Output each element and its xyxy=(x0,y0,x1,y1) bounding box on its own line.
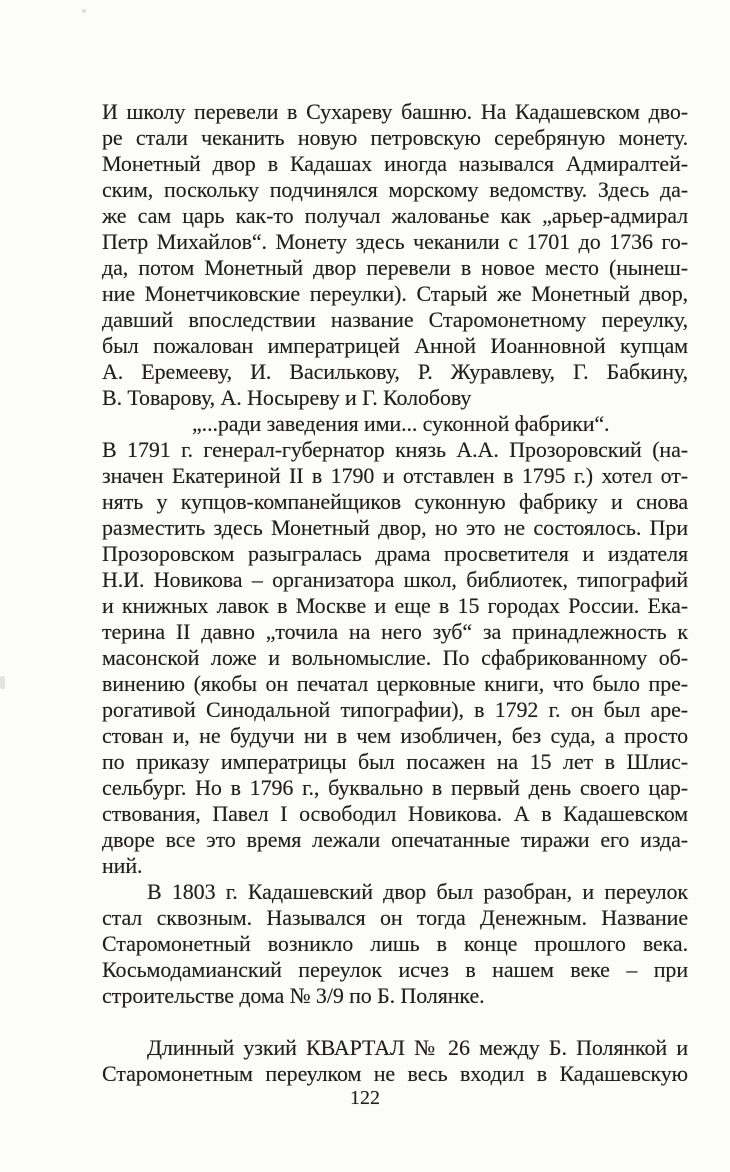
text-line: стал сквозным. Назывался он тогда Денежным. Название xyxy=(102,905,688,930)
text-line: винению (якобы он печатал церковные книги, что было пре- xyxy=(102,671,688,696)
text-line: Н.И. Новикова – организатора школ, библиотек, типографий xyxy=(102,567,688,592)
text-line: дворе все это время лежали опечатанные тиражи его изда- xyxy=(102,827,688,852)
text-line: Монетный двор в Кадашах иногда назывался Адмиралтей- xyxy=(102,151,688,176)
text-line: И школу перевели в Сухареву башню. На Кадашевском дво- xyxy=(102,99,688,124)
text-line: В 1803 г. Кадашевский двор был разобран, и переулок xyxy=(147,879,688,904)
text-line: Старомонетный возникло лишь в конце прошлого века. xyxy=(102,931,688,956)
text-line: Старомонетным переулком не весь входил в Кадашевскую xyxy=(102,1061,688,1086)
page-number: 122 xyxy=(350,1087,380,1109)
text-line: Прозоровском разыгралась драма просветителя и издателя xyxy=(102,541,688,566)
text-line: был пожалован императрицей Анной Иоанновной купцам xyxy=(102,333,688,358)
text-line: ние Монетчиковские переулки). Старый же Монетный двор, xyxy=(102,281,688,306)
text-line: ре стали чеканить новую петровскую серебряную монету. xyxy=(102,125,688,150)
text-line: нять у купцов-компанейщиков суконную фабрику и снова xyxy=(102,489,688,514)
text-line: стован и, не будучи ни в чем изобличен, без суда, а просто xyxy=(102,723,688,748)
text-column xyxy=(102,99,688,1087)
text-line: А. Еремееву, И. Василькову, Р. Журавлеву, Г. Бабкину, xyxy=(102,359,688,384)
text-line: ствования, Павел I освободил Новикова. А в Кадашевском xyxy=(102,801,688,826)
text-line: же сам царь как-то получал жалованье как „арьер-адмирал xyxy=(102,203,688,228)
quote-line: „...ради заведения ими... суконной фабрики“. xyxy=(192,411,610,436)
text-line: строительстве дома № 3/9 по Б. Полянке. xyxy=(102,983,485,1008)
text-line: Косьмодамианский переулок исчез в нашем веке – при xyxy=(102,957,688,982)
text-line: по приказу императрицы был посажен на 15 лет в Шлис- xyxy=(102,749,688,774)
text-line: масонской ложе и вольномыслие. По сфабрикованному об- xyxy=(102,645,688,670)
scan-speckle xyxy=(0,676,5,689)
text-line: сельбург. Но в 1796 г., буквально в первый день своего цар- xyxy=(102,775,688,800)
text-line: Петр Михайлов“. Монету здесь чеканили с 1701 до 1736 го- xyxy=(102,229,688,254)
text-line: В 1791 г. генерал-губернатор князь А.А. Прозоровский (на- xyxy=(102,437,688,462)
scan-speckle xyxy=(82,9,86,13)
text-line: разместить здесь Монетный двор, но это не состоялось. При xyxy=(102,515,688,540)
text-line: В. Товарову, А. Носыреву и Г. Колобову xyxy=(102,385,472,410)
text-line: давший впоследствии название Старомонетному переулку, xyxy=(102,307,688,332)
text-line: рогативой Синодальной типографии), в 1792 г. он был аре- xyxy=(102,697,688,722)
blank-line xyxy=(102,1009,688,1035)
text-line: ний. xyxy=(102,853,143,878)
text-line: значен Екатериной II в 1790 и отставлен в 1795 г.) хотел от- xyxy=(102,463,688,488)
text-line: ским, поскольку подчинялся морскому ведомству. Здесь да- xyxy=(102,177,688,202)
text-line: да, потом Монетный двор перевели в новое место (нынеш- xyxy=(102,255,688,280)
text-line: и книжных лавок в Москве и еще в 15 городах России. Ека- xyxy=(102,593,688,618)
text-line: терина II давно „точила на него зуб“ за принадлежность к xyxy=(102,619,688,644)
text-line: Длинный узкий КВАРТАЛ № 26 между Б. Полянкой и xyxy=(147,1035,688,1060)
